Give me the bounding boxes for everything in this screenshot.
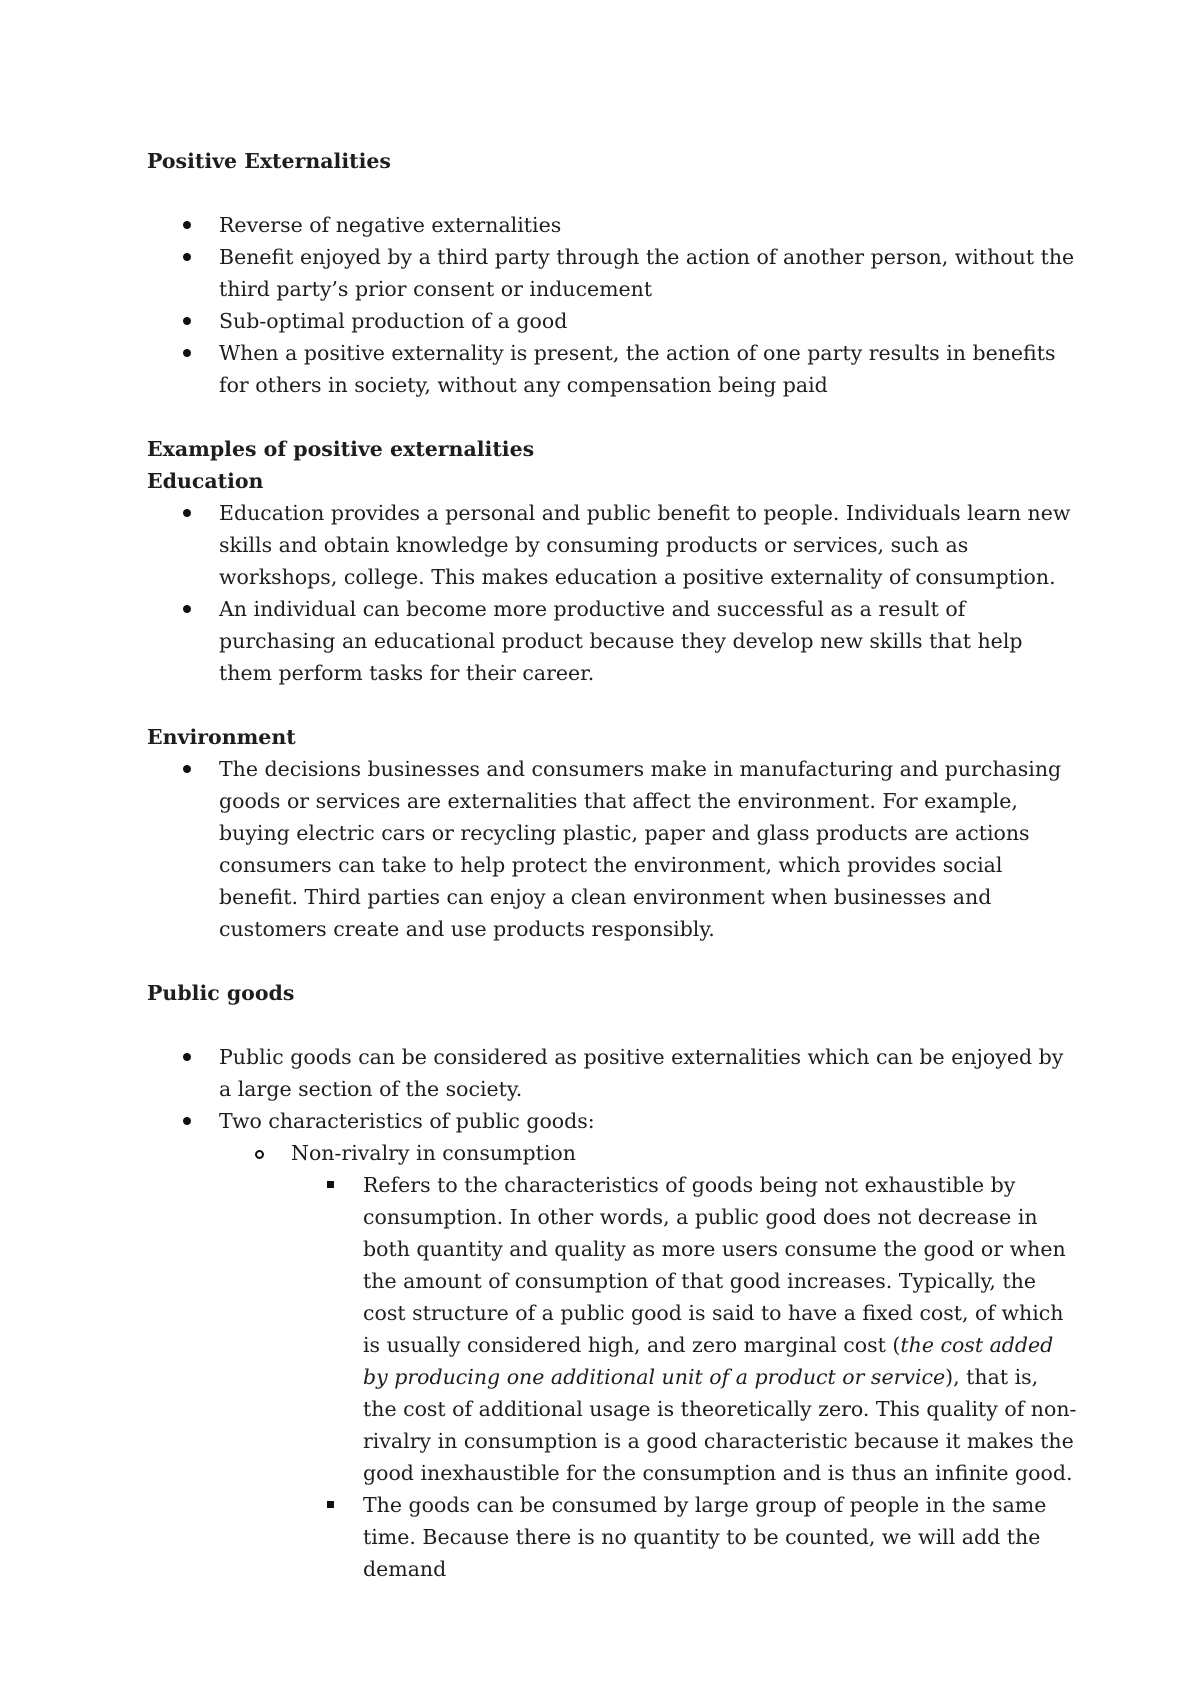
positive-externalities-list [147, 209, 1077, 401]
list-item: An individual can become more productive and successful as a result of purchasing an educational product because they develop new skills that help them perform tasks for their career. [147, 593, 1077, 689]
square-bullet-icon [327, 1501, 334, 1508]
list-item: The goods can be consumed by large group of people in the same time. Because there is no quantity to be counted, we will add the demand [291, 1489, 1077, 1585]
heading-examples: Examples of positive externalities [147, 437, 535, 461]
education-list [147, 497, 1077, 689]
list-item: The decisions businesses and consumers make in manufacturing and purchasing goods or services are externalities that affect the environment. For example, buying electric cars or recycling plastic, paper and glass products are actions consumers can take to help protect the environment, which provides social benefit. Third parties can enjoy a clean environment when businesses and customers create and use products responsibly. [147, 753, 1077, 945]
bullet-icon [183, 509, 191, 517]
public-goods-list [147, 1041, 1077, 1585]
bullet-icon [183, 765, 191, 773]
bullet-icon [183, 349, 191, 357]
list-item: Benefit enjoyed by a third party through the action of another person, without the third party’s prior consent or inducement [147, 241, 1077, 305]
heading-positive-externalities: Positive Externalities [147, 149, 391, 173]
bullet-icon [183, 253, 191, 261]
list-item: Refers to the characteristics of goods being not exhaustible by consumption. In other words, a public good does not decrease in both quantity and quality as more users consume the good or when the amount of consumption of that good increases. Typically, the cost structure of a public good is said to have a fixed cost, of which is usually considered high, and zero marginal cost (the cost added by producing one additional unit of a product or service), that is, the cost of additional usage is theoretically zero. This quality of non-rivalry in consumption is a good characteristic because it makes the good inexhaustible for the consumption and is thus an infinite good. [291, 1169, 1077, 1489]
bullet-icon [183, 221, 191, 229]
heading-education: Education [147, 469, 264, 493]
list-item: Reverse of negative externalities [147, 209, 1077, 241]
circle-bullet-icon [255, 1150, 264, 1159]
list-item: Education provides a personal and public benefit to people. Individuals learn new skills and obtain knowledge by consuming products or services, such as workshops, college. This makes education a positive externality of consumption. [147, 497, 1077, 593]
list-item: When a positive externality is present, the action of one party results in benefits for others in society, without any compensation being paid [147, 337, 1077, 401]
document-page [147, 145, 1077, 1585]
list-item: Non-rivalry in consumption Refers to the characteristics of goods being not exhaustible by consumption. In other words, a public good does not decrease in both quantity and quality as more users consume the good or when the amount of consumption of that good increases. Typically, the cost structure of a public good is said to have a fixed cost, of which is usually considered high, and zero marginal cost (the cost added by producing one additional unit of a product or service), that is, the cost of additional usage is theoretically zero. This quality of non-rivalry in consumption is a good characteristic because it makes the good inexhaustible for the consumption and is thus an infinite good. The goods can be consumed by large group of people in the same time. Because there is no quantity to be counted, we will add the demand [219, 1137, 1077, 1585]
environment-list [147, 753, 1077, 945]
non-rivalry-details [291, 1169, 1077, 1585]
heading-environment: Environment [147, 725, 296, 749]
square-bullet-icon [327, 1181, 334, 1188]
bullet-icon [183, 317, 191, 325]
bullet-icon [183, 605, 191, 613]
list-item: Public goods can be considered as positive externalities which can be enjoyed by a large section of the society. [147, 1041, 1077, 1105]
bullet-icon [183, 1117, 191, 1125]
bullet-icon [183, 1053, 191, 1061]
list-item: Two characteristics of public goods: Non-rivalry in consumption Refers to the characteristics of goods being not exhaustible by consumption. In other words, a public good does not decrease in both quantity and quality as more users consume the good or when the amount of consumption of that good increases. Typically, the cost structure of a public good is said to have a fixed cost, of which is usually considered high, and zero marginal cost (the cost added by producing one additional unit of a product or service), that is, the cost of additional usage is theoretically zero. This quality of non-rivalry in consumption is a good characteristic because it makes the good inexhaustible for the consumption and is thus an infinite good. The goods can be consumed by large group of people in the same time. Because there is no quantity to be counted, we will add the demand [147, 1105, 1077, 1585]
heading-public-goods: Public goods [147, 981, 295, 1005]
characteristics-list [219, 1137, 1077, 1585]
list-item: Sub-optimal production of a good [147, 305, 1077, 337]
